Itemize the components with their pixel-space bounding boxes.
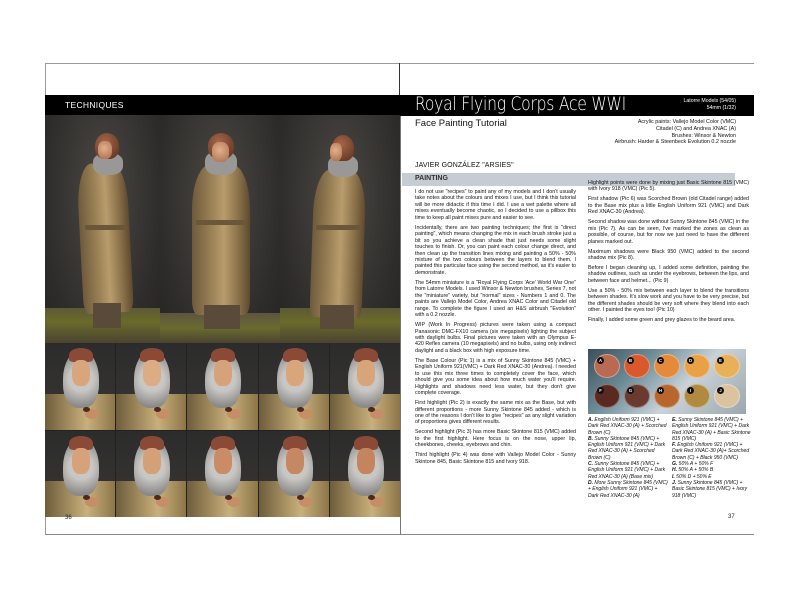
hero-view-right [280, 115, 400, 343]
wip-photo-9 [259, 431, 329, 518]
title-band [400, 95, 754, 116]
paint-well-d: D [684, 354, 710, 378]
spec-paints: Acrylic paints: Vallejo Model Color (VMC) [637, 119, 736, 125]
paint-well-h: H [654, 384, 680, 408]
paragraph: Second highlight (Pic 3) has more Basic Skintone 815 (VMC) added to the first highlight. Here focus is on the nose, upper lip, cheekbones, cheeks, eyebrows and chin. [415, 429, 576, 449]
hero-photo-three-views [45, 115, 400, 343]
kit-maker: Latorre Models (54/05) [683, 98, 736, 104]
wip-photo-1 [45, 343, 115, 430]
wip-photo-5 [330, 343, 400, 430]
section-label: TECHNIQUES [65, 100, 124, 110]
paint-well-g: G [624, 384, 650, 408]
legend-item-i: I. 50% D + 50% E [672, 473, 712, 480]
pillbox-palette-photo [588, 349, 746, 414]
paint-well-i: I [684, 384, 710, 408]
palette-legend [588, 417, 750, 499]
right-page [400, 63, 754, 535]
paragraph: Before I began cleaning up, I added some definition, painting the shadow outlines, such as under the eyebrows, between the lips, and between face and helmet... (Pic 9) [588, 264, 749, 284]
left-page [45, 63, 400, 535]
spec-airbrush: Airbrush: Harder & Steenbeck Evolution 0.2 nozzle [614, 139, 736, 146]
body-column-left [415, 189, 576, 469]
paragraph: First highlight (Pic 2) is exactly the same mix as the Base, but with different proportions - more Sunny Skintone 845 added - which is one of the reasons I don't like to give "recipes" as any slight variation of proportions gives different results. [415, 400, 576, 426]
page-number: 37 [728, 514, 735, 520]
paragraph: First shadow (Pic 6) was Scorched Brown (old Citadel range) added to the Base mix plus a little English Uniform 921 (VMC) and Dark Red XNAC-30 (Andrea). [588, 196, 749, 216]
paragraph: I do not use "recipes" to paint any of my models and I don't usually take notes about the colours and mixes I use, but I think this tutorial will be more didactic if this time I did. I use a wet palette where all mixes eventually become chaotic, so I decided to use a pillbox this time to keep all paint mixes pure and easier to see. [415, 189, 576, 221]
paint-well-f: F [594, 384, 620, 408]
paint-well-b: B [624, 354, 650, 378]
spec-paints-extra: Citadel (C) and Andrea XNAC (A) [656, 125, 736, 132]
legend-item-a: A. English Uniform 921 (VMC) + Dark Red XNAC-30 (A) + Scorched Brown (C) [588, 417, 667, 436]
hero-view-front-left [45, 115, 160, 343]
paragraph: Incidentally, there are two painting techniques; the first is "direct painting", which means changing the mix in each brush stroke just a bit so you achieve a clean shade that just needs some slight touches to finish. Or, you can paint each colour change direct, and then clean up the transition lines mixing and painting a 50% - 50% mixture of the two colours between the layers to blend them. I painted this particular face using the second method, as it's easier to demonstrate. [415, 224, 576, 276]
wip-photo-7 [116, 431, 186, 518]
section-band [45, 95, 400, 115]
legend-item-b: B. Sunny Skintone 845 (VMC) + English Uniform 921 (VMC) + Dark Red XNAC-30 (A) + Scorched Brown (C) [588, 435, 666, 461]
wip-photo-4 [259, 343, 329, 430]
kit-info [684, 98, 736, 112]
paragraph: Use a 50% - 50% mix between each layer to blend the transitions between shades. It's slow work and you have to be very precise, but the different shades should be very soft where they blend into each other. I painted the eyes too! (Pic 10) [588, 287, 749, 314]
paragraph: Finally, I added some green and grey glazes to the beard area. [588, 317, 736, 324]
article-title: Royal Flying Corps Ace WWI [415, 93, 626, 115]
wip-photo-2 [116, 343, 186, 430]
spec-brushes: Brushes: Winsor & Newton [671, 132, 736, 139]
section-heading: PAINTING [415, 175, 448, 182]
paragraph: Highlight points were done by mixing just Basic Skintone 815 (VMC) with Ivory 918 (VMC) (Pic 5). [588, 180, 749, 193]
paint-well-e: E [714, 354, 740, 378]
paragraph: Second shadow was done without Sunny Skintone 845 (VMC) in the mix (Pic 7). As can be seen, I've marked the zones as clean as possible, of course, but for now we just need to have the different planes marked out. [588, 219, 749, 245]
legend-item-g: G. 50% A + 50% F [672, 461, 714, 468]
page-number: 36 [65, 515, 72, 521]
paragraph: Maximum shadows were Black 950 (VMC) added to the second shadow mix (Pic 8). [588, 248, 749, 262]
body-column-right [588, 180, 749, 327]
legend-item-e: E. Sunny Skintone 845 (VMC) + English Uniform 921 (VMC) + Dark Red XNAC-30 (A) + Basic Skintone 815 (VMC) [672, 417, 751, 442]
paragraph: WIP (Work In Progress) pictures were taken using a compact Panasonic DMC-FX10 camera (six megapixels) lighting the subject with daylight bulbs. Final pictures were taken with an Olympus E-420 Reflex camera (10 megapixels) and no bulbs, using only indirect daylight and a black box with high exposure time. [415, 322, 576, 354]
article-subtitle: Face Painting Tutorial [415, 118, 507, 129]
wip-photo-6 [45, 431, 115, 518]
paint-well-a: A [594, 354, 620, 378]
legend-item-c: C. Sunny Skintone 845 (VMC) + English Uniform 921 (VMC) + Dark Red XNAC-30 (A) (Base mix) [588, 461, 666, 480]
kit-scale: 54mm (1/32) [706, 105, 736, 111]
wip-photo-8 [187, 431, 257, 518]
legend-item-d: D. More Sunny Skintone 845 (VMC) + English Uniform 921 (VMC) + Dark Red XNAC-30 (A) [588, 479, 668, 499]
hero-view-front [160, 115, 280, 343]
paint-well-c: C [654, 354, 680, 378]
paragraph: The 54mm miniature is a "Royal Flying Corps 'Ace' World War One" from Latorre Models. I used Winsor & Newton brushes, Series 7, not the "miniature" variety, but "normal" sizes - Numbers 1 and 0. The paints are Vallejo Model Color, Andrea XNAC Color and Citadel old range. To complete the figure I used an H&S airbrush "Evolution" with a 0.2 nozzle. [415, 279, 576, 319]
paragraph: Third highlight (Pic 4) was done with Vallejo Model Color - Sunny Skintone 845, Basic Skintone 815 and Ivory 918. [415, 452, 576, 465]
materials-specs [615, 119, 736, 146]
legend-item-h: H. 50% A + 50% B [672, 467, 714, 474]
wip-photo-3 [187, 343, 257, 430]
legend-item-f: F. English Uniform 921 (VMC) + Dark Red XNAC-30 (A)+ Scorched Brown (C) + Black 950 (VMC) [672, 442, 750, 461]
wip-face-grid [45, 343, 400, 517]
author-byline: JAVIER GONZÁLEZ "ARSIES" [415, 162, 514, 169]
paragraph: The Base Colour (Pic 1) is a mix of Sunny Skintone 845 (VMC) + English Uniform 921(VMC) + Dark Red XNAC-30 (Andrea). I needed to use this mix three times to completely cover the face, which should give you some idea about how much water you'll require. Highlights and shadows need less water, but they don't give complete coverage. [415, 357, 576, 397]
legend-item-j: J. Sunny Skintone 845 (VMC) + Basic Skintone 815 (VMC) + Ivory 918 (VMC) [672, 479, 748, 499]
wip-photo-10 [330, 431, 400, 518]
paint-well-j: J [714, 384, 740, 408]
